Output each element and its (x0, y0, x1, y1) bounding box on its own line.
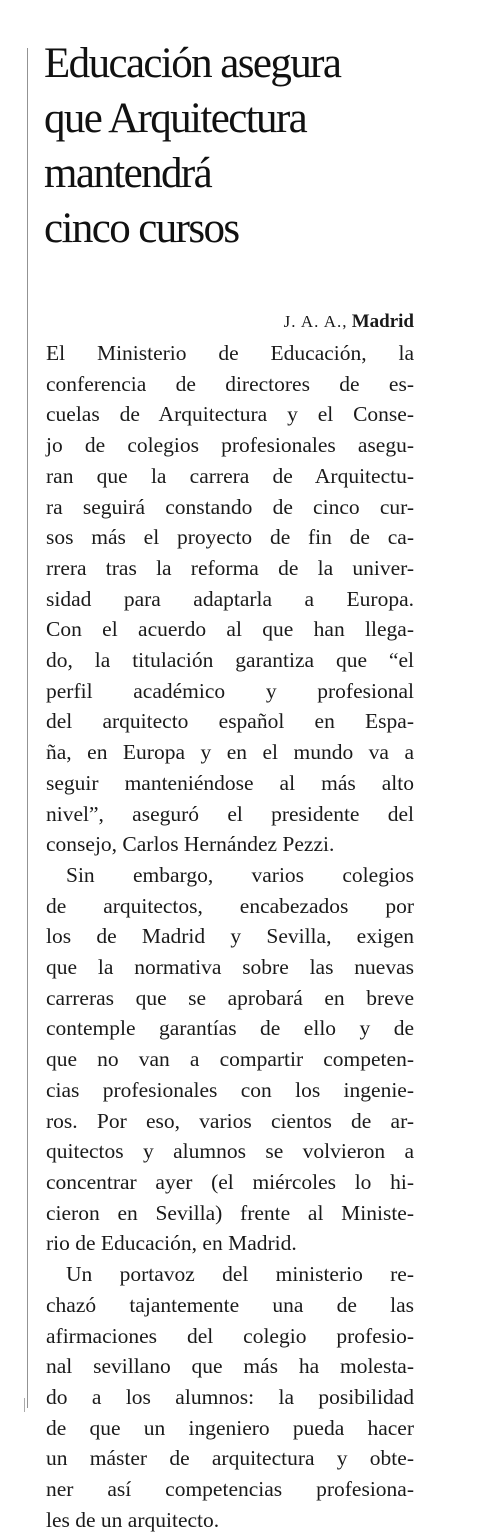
text-line: ros. Por eso, varios cientos de ar- (46, 1108, 414, 1133)
text-line: seguir manteniéndose al más alto (46, 770, 414, 795)
text-line: Con el acuerdo al que han llega- (46, 617, 414, 642)
text-line: ran que la carrera de Arquitectu- (46, 463, 414, 488)
text-line: cias profesionales con los ingenie- (46, 1077, 414, 1102)
text-line: sidad para adaptarla a Europa. (46, 586, 414, 611)
text-line: perfil académico y profesional (46, 678, 414, 703)
text-line: concentrar ayer (el miércoles lo hi- (46, 1169, 414, 1194)
text-line: conferencia de directores de es- (46, 371, 414, 396)
text-line: afirmaciones del colegio profesio- (46, 1323, 414, 1348)
paragraph-2 (46, 860, 414, 1259)
text-line: ner así competencias profesiona- (46, 1477, 414, 1502)
text-line: do a los alumnos: la posibilidad (46, 1384, 414, 1409)
text-line: Un portavoz del ministerio re- (66, 1262, 414, 1287)
text-line: consejo, Carlos Hernández Pezzi. (46, 832, 335, 857)
text-line: del arquitecto español en Espa- (46, 709, 414, 734)
headline-line: Educación asegura (44, 40, 341, 87)
headline-line: que Arquitectura (44, 95, 307, 142)
text-line: los de Madrid y Sevilla, exigen (46, 924, 414, 949)
text-line: El Ministerio de Educación, la (46, 341, 414, 365)
text-line: que la normativa sobre las nuevas (46, 955, 414, 980)
text-line: quitectos y alumnos se volvieron a (46, 1139, 414, 1164)
text-line: de que un ingeniero pueda hacer (46, 1415, 414, 1440)
text-line: sos más el proyecto de fin de ca- (46, 525, 414, 550)
text-line: cuelas de Arquitectura y el Conse- (46, 402, 414, 427)
headline-line: cinco cursos (44, 205, 239, 252)
column-rule (27, 48, 28, 1408)
text-line: un máster de arquitectura y obte- (46, 1446, 414, 1471)
text-line: les de un arquitecto. (46, 1507, 220, 1532)
text-line: rio de Educación, en Madrid. (46, 1231, 297, 1256)
scan-edge-mark (24, 1398, 31, 1412)
text-line: cieron en Sevilla) frente al Ministe- (46, 1200, 414, 1225)
byline (284, 312, 414, 332)
text-line: chazó tajantemente una de las (46, 1292, 414, 1317)
text-line: carreras que se aprobará en breve (46, 985, 414, 1010)
article-body (46, 338, 414, 1535)
text-line: nal sevillano que más ha molesta- (46, 1354, 414, 1379)
text-line: contemple garantías de ello y de (46, 1016, 414, 1041)
paragraph-3 (46, 1259, 414, 1535)
byline-city: Madrid (351, 311, 414, 332)
text-line: nivel”, aseguró el presidente del (46, 801, 414, 826)
text-line: jo de colegios profesionales asegu- (46, 433, 414, 458)
text-line: do, la titulación garantiza que “el (46, 648, 414, 673)
headline (44, 36, 474, 256)
headline-line: mantendrá (44, 150, 212, 197)
paragraph-1 (46, 338, 414, 860)
text-line: Sin embargo, varios colegios (66, 862, 414, 887)
byline-initials: J. A. A., (283, 312, 348, 331)
text-line: ña, en Europa y en el mundo va a (46, 740, 414, 765)
text-line: que no van a compartir competen- (46, 1047, 414, 1072)
text-line: de arquitectos, encabezados por (46, 893, 414, 918)
text-line: rrera tras la reforma de la univer- (46, 555, 414, 580)
text-line: ra seguirá constando de cinco cur- (46, 494, 414, 519)
